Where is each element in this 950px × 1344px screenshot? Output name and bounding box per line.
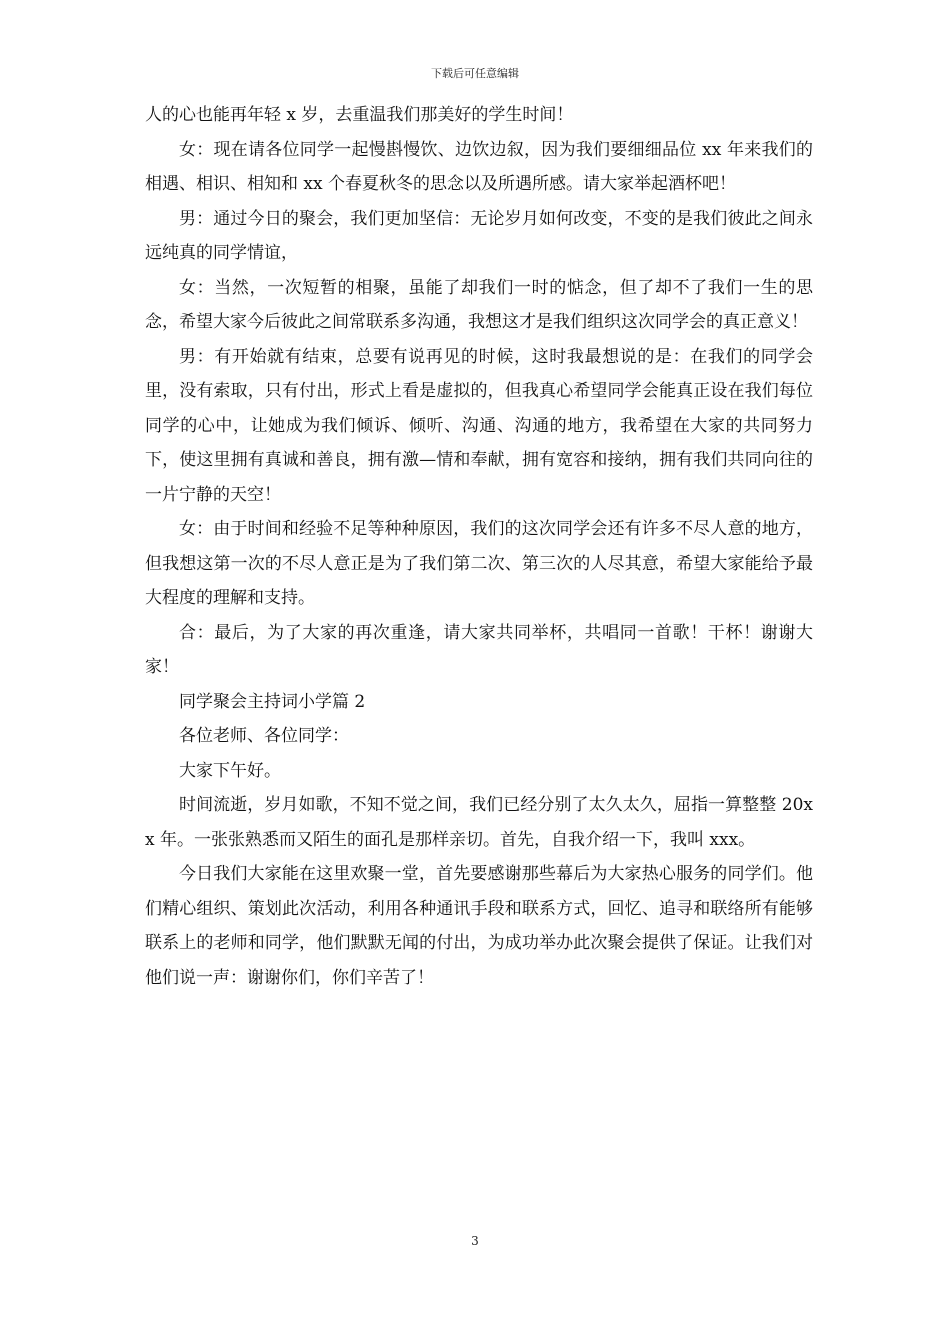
page-header: 下载后可任意编辑 bbox=[431, 67, 519, 80]
greeting: 大家下午好。 bbox=[179, 760, 281, 781]
section-title: 同学聚会主持词小学篇 2 bbox=[179, 691, 366, 712]
paragraph: 合：最后，为了大家的再次重逢，请大家共同举杯，共唱同一首歌！干杯！谢谢大家！ bbox=[145, 622, 813, 677]
paragraph: 男：有开始就有结束，总要有说再见的时候，这时我最想说的是：在我们的同学会里，没有索取，只有付出，形式上看是虚拟的，但我真心希望同学会能真正设在我们每位同学的心中，让她成为我们倾诉、倾听、沟通、沟通的地方，我希望在大家的共同努力下，使这里拥有真诚和善良，拥有激—情和奉献，拥有宽容和接纳，拥有我们共同向往的一片宁静的天空！ bbox=[145, 346, 813, 505]
paragraph: 女：现在请各位同学一起慢斟慢饮、边饮边叙，因为我们要细细品位 xx 年来我们的相遇、相识、相知和 xx 个春夏秋冬的思念以及所遇所感。请大家举起酒杯吧！ bbox=[145, 139, 813, 194]
paragraph: 女：由于时间和经验不足等种种原因，我们的这次同学会还有许多不尽人意的地方，但我想这第一次的不尽人意正是为了我们第二次、第三次的人尽其意，希望大家能给予最大程度的理解和支持。 bbox=[145, 519, 813, 608]
salutation: 各位老师、各位同学： bbox=[179, 726, 349, 746]
paragraph: 女：当然，一次短暂的相聚，虽能了却我们一时的惦念，但了却不了我们一生的思念，希望大家今后彼此之间常联系多沟通，我想这才是我们组织这次同学会的真正意义！ bbox=[145, 277, 813, 332]
page-number: 3 bbox=[471, 1234, 479, 1248]
document-body bbox=[145, 98, 813, 995]
paragraph: 今日我们大家能在这里欢聚一堂，首先要感谢那些幕后为大家热心服务的同学们。他们精心组织、策划此次活动，利用各种通讯手段和联系方式，回忆、追寻和联络所有能够联系上的老师和同学，他们默默无闻的付出，为成功举办此次聚会提供了保证。让我们对他们说一声：谢谢你们，你们辛苦了！ bbox=[145, 864, 813, 988]
paragraph: 男：通过今日的聚会，我们更加坚信：无论岁月如何改变，不变的是我们彼此之间永远纯真的同学情谊， bbox=[145, 208, 813, 263]
paragraph: 人的心也能再年轻 x 岁，去重温我们那美好的学生时间！ bbox=[145, 105, 574, 125]
paragraph: 时间流逝，岁月如歌，不知不觉之间，我们已经分别了太久太久，屈指一算整整 20xx 年。一张张熟悉而又陌生的面孔是那样亲切。首先，自我介绍一下，我叫 xxx。 bbox=[145, 795, 813, 850]
